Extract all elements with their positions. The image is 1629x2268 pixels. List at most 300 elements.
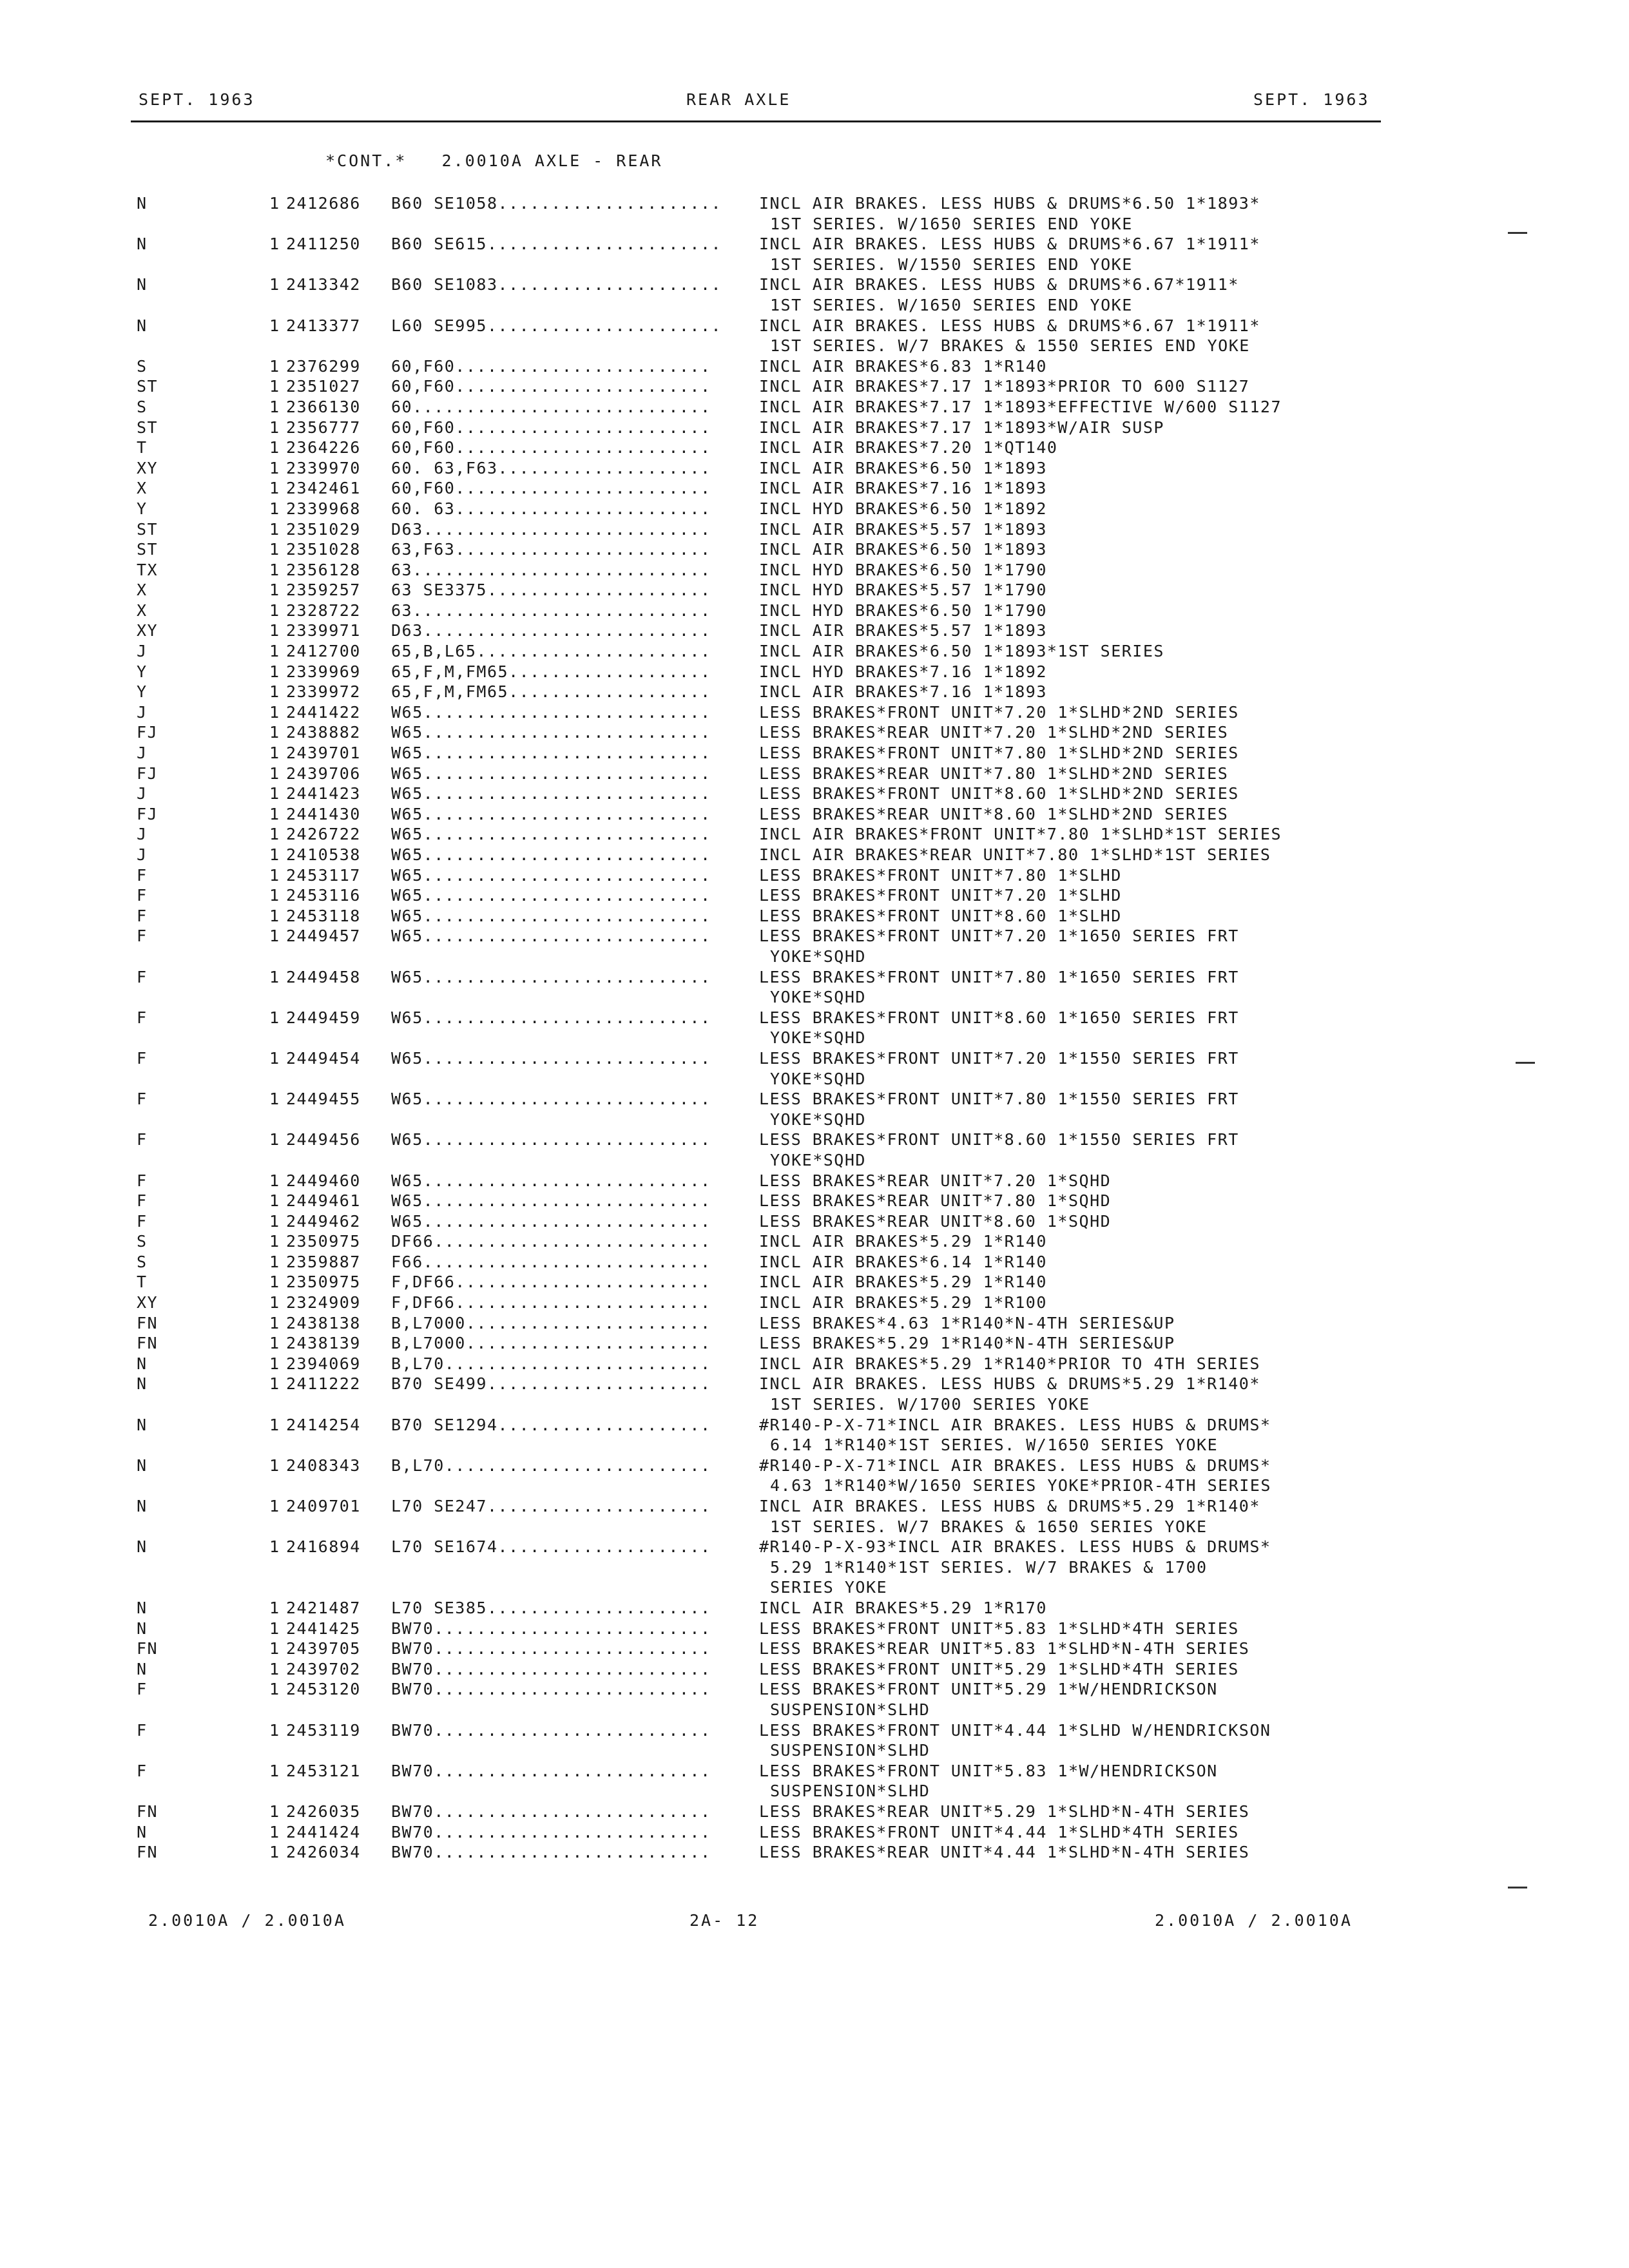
table-row [0,1415,1629,1436]
table-row [0,967,1629,988]
part-number: 2342461 [286,479,361,498]
description: LESS BRAKES*REAR UNIT*4.44 1*SLHD*N-4TH SERIES [759,1843,1250,1862]
part-number: 2441422 [286,702,361,722]
model-usage: B70 SE499..................... [391,1374,711,1394]
part-number: 2438138 [286,1313,361,1332]
applicability-code: X [137,601,148,620]
table-row [0,1842,1629,1863]
model-usage: 60,F60........................ [391,418,711,437]
applicability-code: F [137,865,148,885]
table-row [0,1619,1629,1639]
model-usage: 65,B,L65...................... [391,642,711,661]
applicability-code: XY [137,621,159,640]
description-continuation: 6.14 1*R140*1ST SERIES. W/1650 SERIES YOKE [770,1436,1219,1455]
quantity: 1 [269,560,280,579]
quantity: 1 [269,1374,280,1394]
applicability-code: J [137,825,148,844]
description: INCL AIR BRAKES*5.57 1*1893 [759,621,1047,640]
continuation-row [0,336,1629,356]
table-row [0,1659,1629,1680]
continuation-row [0,295,1629,316]
description: INCL AIR BRAKES. LESS HUBS & DRUMS*5.29 1*R140* [759,1374,1260,1394]
part-number: 2426034 [286,1843,361,1862]
description: LESS BRAKES*REAR UNIT*5.83 1*SLHD*N-4TH SERIES [759,1639,1250,1658]
model-usage: BW70.......................... [391,1720,711,1740]
header-date-right: SEPT. 1963 [1253,90,1370,109]
applicability-code: FN [137,1334,159,1353]
table-row [0,1129,1629,1150]
description: INCL HYD BRAKES*6.50 1*1790 [759,601,1047,620]
description-continuation: SUSPENSION*SLHD [770,1700,930,1719]
applicability-code: X [137,479,148,498]
quantity: 1 [269,519,280,539]
model-usage: W65........................... [391,1090,711,1109]
footer-ref-right: 2.0010A / 2.0010A [1155,1911,1353,1930]
table-row [0,316,1629,336]
part-number: 2441430 [286,804,361,823]
quantity: 1 [269,642,280,661]
table-row [0,1456,1629,1476]
quantity: 1 [269,397,280,416]
continuation-row [0,1577,1629,1598]
part-number: 2449457 [286,927,361,946]
quantity: 1 [269,458,280,477]
quantity: 1 [269,1090,280,1109]
description: INCL AIR BRAKES*7.17 1*1893*W/AIR SUSP [759,418,1164,437]
table-row [0,906,1629,927]
model-usage: W65........................... [391,906,711,925]
description: LESS BRAKES*REAR UNIT*8.60 1*SLHD*2ND SERIES [759,804,1229,823]
model-usage: B60 SE1083..................... [391,275,722,294]
margin-mark [1508,232,1527,234]
description: INCL AIR BRAKES. LESS HUBS & DRUMS*6.50 1*1893* [759,194,1260,213]
header-rule [131,120,1381,122]
description: INCL AIR BRAKES. LESS HUBS & DRUMS*5.29 1*R140* [759,1497,1260,1515]
applicability-code: N [137,1619,148,1638]
table-row [0,1293,1629,1313]
model-usage: B70 SE1294.................... [391,1415,711,1434]
quantity: 1 [269,1171,280,1190]
description-continuation: 1ST SERIES. W/1650 SERIES END YOKE [770,214,1133,233]
quantity: 1 [269,1334,280,1353]
applicability-code: N [137,1822,148,1841]
model-usage: W65........................... [391,1048,711,1068]
applicability-code: J [137,702,148,722]
description: INCL AIR BRAKES*FRONT UNIT*7.80 1*SLHD*1ST SERIES [759,825,1282,844]
table-row [0,1598,1629,1619]
quantity: 1 [269,194,280,213]
model-usage: F,DF66........................ [391,1293,711,1312]
model-usage: 60,F60........................ [391,438,711,457]
part-number: 2439702 [286,1659,361,1678]
continuation-row [0,1435,1629,1456]
part-number: 2441424 [286,1822,361,1841]
table-row [0,885,1629,906]
model-usage: W65........................... [391,1211,711,1231]
part-number: 2411222 [286,1374,361,1394]
part-number: 2413377 [286,316,361,335]
part-number: 2438882 [286,723,361,742]
part-number: 2426035 [286,1802,361,1821]
description: LESS BRAKES*FRONT UNIT*5.83 1*SLHD*4TH SERIES [759,1619,1239,1638]
part-number: 2439706 [286,764,361,783]
model-usage: DF66.......................... [391,1232,711,1251]
applicability-code: N [137,316,148,335]
header-section-title: REAR AXLE [686,90,791,109]
applicability-code: ST [137,377,159,396]
model-usage: W65........................... [391,845,711,864]
quantity: 1 [269,438,280,457]
part-number: 2359887 [286,1252,361,1271]
table-row [0,539,1629,560]
applicability-code: J [137,642,148,661]
description-continuation: 1ST SERIES. W/1550 SERIES END YOKE [770,255,1133,274]
table-row [0,1496,1629,1517]
part-number: 2350975 [286,1273,361,1292]
model-usage: W65........................... [391,927,711,946]
description: LESS BRAKES*REAR UNIT*7.20 1*SQHD [759,1171,1112,1190]
description: LESS BRAKES*FRONT UNIT*8.60 1*1550 SERIES FRT [759,1130,1239,1149]
part-number: 2339968 [286,499,361,518]
table-row [0,1048,1629,1069]
model-usage: 60,F60........................ [391,356,711,376]
model-usage: 63............................ [391,560,711,579]
model-usage: 60. 63........................ [391,499,711,518]
table-row [0,722,1629,743]
model-usage: F66........................... [391,1252,711,1271]
footer-page-number: 2A- 12 [689,1911,760,1930]
table-row [0,682,1629,702]
part-number: 2339971 [286,621,361,640]
description: LESS BRAKES*FRONT UNIT*5.29 1*SLHD*4TH SERIES [759,1659,1239,1678]
quantity: 1 [269,1720,280,1740]
quantity: 1 [269,1415,280,1434]
description-continuation: SUSPENSION*SLHD [770,1741,930,1760]
table-row [0,1537,1629,1557]
applicability-code: N [137,1374,148,1394]
applicability-code: Y [137,662,148,681]
model-usage: 65,F,M,FM65................... [391,662,711,681]
applicability-code: N [137,1456,148,1475]
table-row [0,845,1629,865]
description: INCL HYD BRAKES*6.50 1*1790 [759,560,1047,579]
quantity: 1 [269,1822,280,1841]
table-row [0,1313,1629,1334]
model-usage: W65........................... [391,1008,711,1027]
applicability-code: X [137,581,148,600]
model-usage: W65........................... [391,967,711,986]
description-continuation: 1ST SERIES. W/7 BRAKES & 1550 SERIES END YOKE [770,336,1250,356]
model-usage: BW70.......................... [391,1639,711,1658]
model-usage: BW70.......................... [391,1659,711,1678]
part-number: 2411250 [286,235,361,254]
description: LESS BRAKES*4.63 1*R140*N-4TH SERIES&UP [759,1313,1175,1332]
applicability-code: N [137,1537,148,1557]
applicability-code: N [137,1415,148,1434]
table-row [0,499,1629,519]
applicability-code: T [137,1273,148,1292]
quantity: 1 [269,723,280,742]
quantity: 1 [269,784,280,803]
continuation-row [0,1394,1629,1415]
quantity: 1 [269,356,280,376]
table-row [0,824,1629,845]
quantity: 1 [269,744,280,763]
description-continuation: YOKE*SQHD [770,1110,866,1129]
part-number: 2408343 [286,1456,361,1475]
part-number: 2351028 [286,540,361,559]
part-number: 2449459 [286,1008,361,1027]
quantity: 1 [269,1130,280,1149]
description-continuation: SUSPENSION*SLHD [770,1782,930,1801]
description: INCL AIR BRAKES*5.29 1*R100 [759,1293,1047,1312]
quantity: 1 [269,1211,280,1231]
quantity: 1 [269,1843,280,1862]
description-continuation: YOKE*SQHD [770,947,866,966]
description: LESS BRAKES*REAR UNIT*7.20 1*SLHD*2ND SERIES [759,723,1229,742]
quantity: 1 [269,1802,280,1821]
description-continuation: 1ST SERIES. W/1650 SERIES END YOKE [770,295,1133,314]
quantity: 1 [269,682,280,702]
part-number: 2439705 [286,1639,361,1658]
table-row [0,1211,1629,1232]
table-row [0,458,1629,479]
quantity: 1 [269,927,280,946]
model-usage: BW70.......................... [391,1843,711,1862]
model-usage: W65........................... [391,1130,711,1149]
part-number: 2339972 [286,682,361,702]
table-row [0,702,1629,723]
description: LESS BRAKES*FRONT UNIT*8.60 1*SLHD*2ND SERIES [759,784,1239,803]
quantity: 1 [269,825,280,844]
part-number: 2453117 [286,865,361,885]
model-usage: BW70.......................... [391,1822,711,1841]
model-usage: 65,F,M,FM65................... [391,682,711,702]
model-usage: W65........................... [391,744,711,763]
model-usage: 60. 63,F63.................... [391,458,711,477]
table-row [0,1679,1629,1700]
quantity: 1 [269,1191,280,1211]
model-usage: W65........................... [391,886,711,905]
applicability-code: J [137,744,148,763]
applicability-code: XY [137,1293,159,1312]
header-date-left: SEPT. 1963 [139,90,255,109]
description: #R140-P-X-71*INCL AIR BRAKES. LESS HUBS & DRUMS* [759,1415,1271,1434]
quantity: 1 [269,1252,280,1271]
description: INCL AIR BRAKES*7.16 1*1893 [759,479,1047,498]
description: LESS BRAKES*FRONT UNIT*7.80 1*SLHD*2ND SERIES [759,744,1239,763]
part-number: 2416894 [286,1537,361,1557]
applicability-code: FN [137,1639,159,1658]
description: LESS BRAKES*REAR UNIT*7.80 1*SQHD [759,1191,1112,1211]
table-row [0,418,1629,438]
table-row [0,926,1629,947]
part-number: 2449461 [286,1191,361,1211]
table-row [0,1720,1629,1741]
description: INCL AIR BRAKES*5.29 1*R170 [759,1598,1047,1617]
quantity: 1 [269,886,280,905]
applicability-code: FN [137,1843,159,1862]
applicability-code: F [137,1171,148,1190]
applicability-code: Y [137,682,148,702]
applicability-code: ST [137,519,159,539]
description: LESS BRAKES*REAR UNIT*5.29 1*SLHD*N-4TH SERIES [759,1802,1250,1821]
table-row [0,1822,1629,1843]
part-number: 2409701 [286,1497,361,1515]
model-usage: 60,F60........................ [391,377,711,396]
part-number: 2426722 [286,825,361,844]
table-row [0,804,1629,825]
description: LESS BRAKES*FRONT UNIT*4.44 1*SLHD*4TH SERIES [759,1822,1239,1841]
quantity: 1 [269,499,280,518]
part-number: 2339969 [286,662,361,681]
part-number: 2328722 [286,601,361,620]
continuation-row [0,1740,1629,1761]
applicability-code: Y [137,499,148,518]
part-number: 2414254 [286,1415,361,1434]
part-number: 2449462 [286,1211,361,1231]
table-row [0,560,1629,581]
margin-mark [1508,1887,1527,1888]
part-number: 2453118 [286,906,361,925]
part-number: 2366130 [286,397,361,416]
table-row [0,1231,1629,1252]
description-continuation: YOKE*SQHD [770,1069,866,1088]
quantity: 1 [269,1048,280,1068]
table-row [0,1354,1629,1374]
quantity: 1 [269,1497,280,1515]
quantity: 1 [269,418,280,437]
footer-ref-left: 2.0010A / 2.0010A [148,1911,346,1930]
part-number: 2412686 [286,194,361,213]
applicability-code: F [137,1191,148,1211]
part-number: 2412700 [286,642,361,661]
applicability-code: F [137,1211,148,1231]
applicability-code: N [137,1659,148,1678]
table-row [0,397,1629,418]
table-row [0,783,1629,804]
applicability-code: ST [137,418,159,437]
margin-mark [1516,1062,1535,1064]
model-usage: BW70.......................... [391,1680,711,1699]
section-subtitle: *CONT.* 2.0010A AXLE - REAR [325,151,663,170]
table-row [0,1802,1629,1822]
table-row [0,234,1629,255]
quantity: 1 [269,601,280,620]
applicability-code: F [137,1008,148,1027]
description-continuation: YOKE*SQHD [770,1150,866,1169]
quantity: 1 [269,1659,280,1678]
model-usage: L70 SE385..................... [391,1598,711,1617]
applicability-code: N [137,275,148,294]
quantity: 1 [269,581,280,600]
part-number: 2364226 [286,438,361,457]
model-usage: B60 SE615...................... [391,235,722,254]
quantity: 1 [269,1232,280,1251]
part-number: 2453119 [286,1720,361,1740]
description: LESS BRAKES*FRONT UNIT*7.20 1*1550 SERIES FRT [759,1048,1239,1068]
quantity: 1 [269,1619,280,1638]
applicability-code: F [137,1130,148,1149]
table-row [0,865,1629,886]
description: INCL AIR BRAKES*7.16 1*1893 [759,682,1047,702]
applicability-code: N [137,194,148,213]
model-usage: W65........................... [391,804,711,823]
table-row [0,1008,1629,1028]
description: INCL AIR BRAKES. LESS HUBS & DRUMS*6.67*1911* [759,275,1239,294]
part-number: 2449460 [286,1171,361,1190]
table-row [0,601,1629,621]
table-row [0,437,1629,458]
description: INCL AIR BRAKES*6.50 1*1893 [759,458,1047,477]
applicability-code: FN [137,1313,159,1332]
applicability-code: FJ [137,804,159,823]
part-number: 2376299 [286,356,361,376]
applicability-code: F [137,1090,148,1109]
quantity: 1 [269,1313,280,1332]
description-continuation: 1ST SERIES. W/7 BRAKES & 1650 SERIES YOKE [770,1517,1208,1536]
quantity: 1 [269,1008,280,1027]
model-usage: 60,F60........................ [391,479,711,498]
table-row [0,478,1629,499]
applicability-code: F [137,967,148,986]
applicability-code: XY [137,458,159,477]
description: INCL AIR BRAKES*REAR UNIT*7.80 1*SLHD*1ST SERIES [759,845,1271,864]
applicability-code: F [137,1720,148,1740]
quantity: 1 [269,540,280,559]
model-usage: L70 SE1674.................... [391,1537,711,1557]
description: LESS BRAKES*FRONT UNIT*7.80 1*1550 SERIES FRT [759,1090,1239,1109]
description: INCL AIR BRAKES*6.14 1*R140 [759,1252,1047,1271]
quantity: 1 [269,1456,280,1475]
applicability-code: FJ [137,764,159,783]
continuation-row [0,987,1629,1008]
model-usage: W65........................... [391,723,711,742]
model-usage: W65........................... [391,1171,711,1190]
quantity: 1 [269,804,280,823]
continuation-row [0,1517,1629,1537]
description: LESS BRAKES*FRONT UNIT*7.80 1*1650 SERIES FRT [759,967,1239,986]
applicability-code: J [137,845,148,864]
continuation-row [0,214,1629,235]
table-row [0,1761,1629,1782]
part-number: 2356777 [286,418,361,437]
model-usage: B,L70......................... [391,1456,711,1475]
description: LESS BRAKES*FRONT UNIT*7.20 1*SLHD [759,886,1122,905]
quantity: 1 [269,479,280,498]
part-number: 2351029 [286,519,361,539]
quantity: 1 [269,275,280,294]
continuation-row [0,1110,1629,1130]
applicability-code: T [137,438,148,457]
model-usage: 63 SE3375..................... [391,581,711,600]
applicability-code: J [137,784,148,803]
description: LESS BRAKES*FRONT UNIT*7.80 1*SLHD [759,865,1122,885]
continuation-row [0,255,1629,275]
table-row [0,764,1629,784]
quantity: 1 [269,377,280,396]
part-number: 2441425 [286,1619,361,1638]
applicability-code: FJ [137,723,159,742]
table-row [0,193,1629,214]
applicability-code: N [137,1497,148,1515]
description: LESS BRAKES*FRONT UNIT*8.60 1*SLHD [759,906,1122,925]
applicability-code: FN [137,1802,159,1821]
description-continuation: YOKE*SQHD [770,1028,866,1048]
description: INCL AIR BRAKES*5.57 1*1893 [759,519,1047,539]
model-usage: B,L7000....................... [391,1334,711,1353]
part-number: 2339970 [286,458,361,477]
